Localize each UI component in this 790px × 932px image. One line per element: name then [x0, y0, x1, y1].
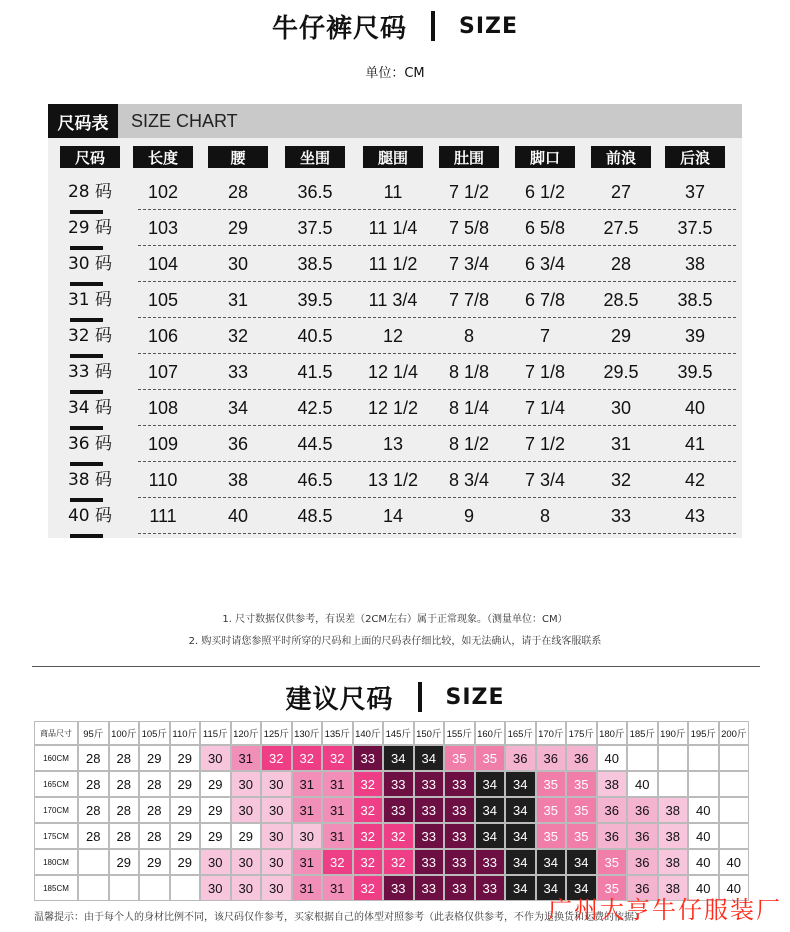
- size-cell: 106: [147, 326, 179, 346]
- note-1: 1. 尺寸数据仅供参考，有误差（2CM左右）属于正常现象。（测量单位：CM）: [222, 614, 568, 625]
- size-cell: 40: [227, 506, 249, 526]
- size-cell: [109, 875, 140, 901]
- size-cell: 30: [231, 797, 262, 823]
- size-cell: 36: [627, 875, 658, 901]
- size-cell: 43: [684, 506, 706, 526]
- size-cell: 34: [505, 875, 536, 901]
- weight-header: 110斤: [170, 721, 201, 745]
- size-cell: 34: [505, 823, 536, 849]
- size-cell: 31: [610, 434, 632, 454]
- size-cell: 28: [227, 182, 249, 202]
- size-cell: 38: [658, 823, 689, 849]
- height-label: 160CM: [34, 745, 78, 771]
- size-cell: 27: [610, 182, 632, 202]
- size-cell: 32: [261, 745, 292, 771]
- size-cell: 35: [475, 745, 506, 771]
- size-cell: 34: [536, 875, 567, 901]
- size-cell: 32: [353, 771, 384, 797]
- size-cell: 30: [261, 849, 292, 875]
- size-cell: 36: [227, 434, 249, 454]
- size-chart-column-headers: [48, 146, 742, 168]
- size-cell: 7 3/4: [524, 470, 566, 490]
- size-cell: 32: [292, 745, 323, 771]
- size-cell: 42.5: [297, 398, 333, 418]
- size-cell: 7: [539, 326, 550, 346]
- column-header-1: 长度: [133, 146, 193, 168]
- title-divider: [431, 11, 435, 41]
- recommend-title-en: SIZE: [445, 684, 505, 710]
- size-label: 36 码: [67, 434, 113, 454]
- size-cell: 7 1/2: [524, 434, 566, 454]
- size-row: [48, 462, 742, 498]
- size-row: [48, 210, 742, 246]
- weight-header: 160斤: [475, 721, 506, 745]
- size-cell: 14: [382, 506, 404, 526]
- size-cell: 46.5: [297, 470, 333, 490]
- size-cell: 29.5: [603, 362, 639, 382]
- size-cell: [78, 849, 109, 875]
- weight-header: 95斤: [78, 721, 109, 745]
- size-cell: 30: [231, 771, 262, 797]
- size-cell: 35: [536, 823, 567, 849]
- size-cell: 30: [261, 875, 292, 901]
- size-cell: 34: [475, 797, 506, 823]
- weight-header: 165斤: [505, 721, 536, 745]
- size-cell: 29: [139, 745, 170, 771]
- size-cell: 40: [684, 398, 706, 418]
- weight-header: 145斤: [383, 721, 414, 745]
- height-label: 175CM: [34, 823, 78, 849]
- size-cell: 13 1/2: [367, 470, 419, 490]
- size-cell: 33: [610, 506, 632, 526]
- title-zh: 牛仔裤尺码: [271, 13, 407, 44]
- size-cell: 33: [383, 797, 414, 823]
- size-cell: 36: [566, 745, 597, 771]
- height-label: 170CM: [34, 797, 78, 823]
- size-cell: 6 7/8: [524, 290, 566, 310]
- size-cell: 29: [109, 849, 140, 875]
- size-cell: 41: [684, 434, 706, 454]
- size-cell: 7 1/8: [524, 362, 566, 382]
- size-cell: 9: [463, 506, 474, 526]
- size-cell: 12 1/4: [367, 362, 419, 382]
- size-cell: 38.5: [297, 254, 333, 274]
- size-cell: 28: [139, 823, 170, 849]
- size-cell: 40: [688, 849, 719, 875]
- size-cell: 28: [78, 745, 109, 771]
- size-cell: 29: [227, 218, 249, 238]
- size-cell: [658, 745, 689, 771]
- size-cell: 29: [200, 823, 231, 849]
- size-cell: 32: [353, 849, 384, 875]
- weight-header: 155斤: [444, 721, 475, 745]
- size-cell: 28: [139, 797, 170, 823]
- size-cell: 8 1/4: [448, 398, 490, 418]
- size-label: 29 码: [67, 218, 113, 238]
- weight-header: 195斤: [688, 721, 719, 745]
- size-cell: 7 7/8: [448, 290, 490, 310]
- size-cell: 33: [414, 875, 445, 901]
- size-cell: 31: [292, 849, 323, 875]
- brand-watermark: 广州大亨牛仔服装厂: [548, 896, 782, 924]
- size-cell: 31: [227, 290, 249, 310]
- weight-header: 135斤: [322, 721, 353, 745]
- size-cell: 30: [231, 875, 262, 901]
- size-cell: 30: [231, 849, 262, 875]
- size-cell: 38: [658, 849, 689, 875]
- recommend-title: [0, 677, 790, 717]
- size-cell: 38: [684, 254, 706, 274]
- size-cell: 28: [78, 771, 109, 797]
- size-cell: 111: [149, 506, 177, 526]
- weight-header: 180斤: [597, 721, 628, 745]
- column-header-6: 脚口: [515, 146, 575, 168]
- size-cell: 28: [109, 745, 140, 771]
- size-cell: 34: [414, 745, 445, 771]
- size-cell: 8 1/8: [448, 362, 490, 382]
- size-cell: 32: [353, 875, 384, 901]
- size-cell: [719, 823, 750, 849]
- size-cell: [139, 875, 170, 901]
- size-row: [48, 390, 742, 426]
- size-cell: 40: [719, 875, 750, 901]
- size-row: [48, 246, 742, 282]
- size-cell: 30: [200, 849, 231, 875]
- size-cell: [627, 745, 658, 771]
- column-header-2: 腰: [208, 146, 268, 168]
- size-cell: 109: [147, 434, 179, 454]
- size-cell: 32: [610, 470, 632, 490]
- size-cell: 12 1/2: [367, 398, 419, 418]
- size-cell: 39.5: [297, 290, 333, 310]
- size-cell: 39: [684, 326, 706, 346]
- size-cell: 28: [78, 797, 109, 823]
- size-chart-header: [48, 104, 742, 138]
- size-cell: 31: [322, 823, 353, 849]
- corner-label: 商品尺寸: [34, 721, 78, 745]
- weight-header: 100斤: [109, 721, 140, 745]
- size-cell: 35: [566, 823, 597, 849]
- size-cell: 38: [658, 797, 689, 823]
- weight-header: 185斤: [627, 721, 658, 745]
- size-cell: 33: [444, 875, 475, 901]
- size-cell: 32: [322, 849, 353, 875]
- size-cell: 35: [536, 797, 567, 823]
- size-cell: 33: [414, 771, 445, 797]
- size-row: [48, 354, 742, 390]
- weight-header: 130斤: [292, 721, 323, 745]
- size-cell: 36: [597, 823, 628, 849]
- size-label: 31 码: [67, 290, 113, 310]
- recommend-table: [34, 721, 752, 903]
- size-cell: 39.5: [677, 362, 713, 382]
- size-cell: 48.5: [297, 506, 333, 526]
- size-cell: 34: [475, 823, 506, 849]
- size-cell: 28: [109, 797, 140, 823]
- size-cell: 27.5: [603, 218, 639, 238]
- column-header-3: 坐围: [285, 146, 345, 168]
- size-cell: [688, 745, 719, 771]
- size-cell: 6 1/2: [524, 182, 566, 202]
- size-cell: 30: [200, 745, 231, 771]
- size-cell: 40: [597, 745, 628, 771]
- size-row: [48, 318, 742, 354]
- size-cell: 33: [383, 875, 414, 901]
- size-cell: 40.5: [297, 326, 333, 346]
- size-cell: 33: [414, 849, 445, 875]
- size-cell: 34: [566, 849, 597, 875]
- recommend-footer: 温馨提示：由于每个人的身材比例不同，该尺码仅作参考，买家根据自己的体型对照参考（此表格仅供参考，不作为退换货和运费的依据）: [34, 912, 644, 923]
- size-cell: 33: [227, 362, 249, 382]
- size-cell: 33: [444, 823, 475, 849]
- weight-header: 190斤: [658, 721, 689, 745]
- size-cell: 29: [170, 745, 201, 771]
- size-cell: 31: [231, 745, 262, 771]
- size-cell: 30: [261, 823, 292, 849]
- size-cell: 36: [505, 745, 536, 771]
- size-cell: 29: [170, 797, 201, 823]
- size-cell: 28: [109, 823, 140, 849]
- size-cell: [78, 875, 109, 901]
- size-cell: 11 3/4: [368, 290, 418, 310]
- size-cell: 31: [322, 875, 353, 901]
- size-cell: 11 1/4: [368, 218, 418, 238]
- size-cell: 8: [539, 506, 550, 526]
- size-cell: 6 3/4: [524, 254, 566, 274]
- size-cell: 104: [147, 254, 179, 274]
- size-cell: 13: [382, 434, 404, 454]
- size-chart-title: SIZE CHART: [131, 111, 238, 131]
- size-cell: 33: [444, 797, 475, 823]
- note-2: 2. 购买时请您参照平时所穿的尺码和上面的尺码表仔细比较，如无法确认，请于在线客服联系: [188, 636, 602, 647]
- size-cell: 35: [444, 745, 475, 771]
- size-cell: 29: [200, 771, 231, 797]
- size-cell: 28: [139, 771, 170, 797]
- size-cell: 30: [200, 875, 231, 901]
- size-cell: 42: [684, 470, 706, 490]
- height-label: 180CM: [34, 849, 78, 875]
- size-label: 32 码: [67, 326, 113, 346]
- size-cell: 33: [475, 849, 506, 875]
- size-row: [48, 498, 742, 534]
- size-label: 34 码: [67, 398, 113, 418]
- column-header-0: 尺码: [60, 146, 120, 168]
- size-cell: 36: [597, 797, 628, 823]
- size-cell: 33: [414, 797, 445, 823]
- size-cell: 28: [610, 254, 632, 274]
- weight-header: 150斤: [414, 721, 445, 745]
- size-cell: 32: [353, 823, 384, 849]
- size-cell: 105: [147, 290, 179, 310]
- size-cell: 29: [170, 771, 201, 797]
- size-cell: [719, 745, 750, 771]
- size-cell: 30: [610, 398, 632, 418]
- size-cell: 7 1/4: [524, 398, 566, 418]
- size-cell: 30: [261, 771, 292, 797]
- size-cell: 36: [536, 745, 567, 771]
- size-cell: 107: [147, 362, 179, 382]
- size-cell: 38: [597, 771, 628, 797]
- size-cell: 34: [566, 875, 597, 901]
- size-cell: [170, 875, 201, 901]
- size-cell: 29: [200, 797, 231, 823]
- weight-header: 120斤: [231, 721, 262, 745]
- size-cell: [719, 771, 750, 797]
- size-cell: 7 3/4: [448, 254, 490, 274]
- size-cell: 29: [170, 849, 201, 875]
- size-chart: [48, 104, 742, 538]
- size-cell: 28.5: [603, 290, 639, 310]
- size-cell: 8: [463, 326, 474, 346]
- size-cell: 33: [444, 849, 475, 875]
- size-underline: [70, 534, 103, 538]
- recommend-title-divider: [418, 682, 422, 712]
- size-cell: [719, 797, 750, 823]
- column-header-4: 腿围: [363, 146, 423, 168]
- size-cell: 29: [610, 326, 632, 346]
- weight-header: 115斤: [200, 721, 231, 745]
- size-cell: 33: [383, 771, 414, 797]
- weight-header: 175斤: [566, 721, 597, 745]
- size-cell: 36: [627, 823, 658, 849]
- section-divider: [32, 666, 760, 667]
- column-header-8: 后浪: [665, 146, 725, 168]
- size-cell: 40: [688, 797, 719, 823]
- weight-header: 140斤: [353, 721, 384, 745]
- size-cell: 34: [505, 771, 536, 797]
- size-cell: 103: [147, 218, 179, 238]
- size-cell: 31: [322, 771, 353, 797]
- size-cell: 31: [322, 797, 353, 823]
- size-label: 38 码: [67, 470, 113, 490]
- size-label: 28 码: [67, 182, 113, 202]
- size-cell: 7 5/8: [448, 218, 490, 238]
- weight-header: 125斤: [261, 721, 292, 745]
- size-cell: 29: [231, 823, 262, 849]
- size-cell: 40: [688, 875, 719, 901]
- size-cell: 30: [292, 823, 323, 849]
- weight-header: 200斤: [719, 721, 750, 745]
- size-cell: 40: [688, 823, 719, 849]
- size-cell: 35: [597, 849, 628, 875]
- size-cell: 30: [227, 254, 249, 274]
- size-cell: 28: [109, 771, 140, 797]
- size-cell: 8 1/2: [448, 434, 490, 454]
- size-cell: 29: [139, 849, 170, 875]
- column-header-7: 前浪: [591, 146, 651, 168]
- size-cell: 44.5: [297, 434, 333, 454]
- recommend-title-zh: 建议尺码: [285, 684, 394, 715]
- size-cell: 33: [444, 771, 475, 797]
- size-cell: 34: [536, 849, 567, 875]
- weight-header: 170斤: [536, 721, 567, 745]
- size-cell: 12: [382, 326, 404, 346]
- size-label: 33 码: [67, 362, 113, 382]
- size-cell: 102: [147, 182, 179, 202]
- size-cell: 37.5: [677, 218, 713, 238]
- size-cell: [688, 771, 719, 797]
- size-cell: 32: [383, 849, 414, 875]
- size-row: [48, 426, 742, 462]
- title-en: SIZE: [459, 13, 519, 39]
- size-cell: 32: [353, 797, 384, 823]
- size-cell: 41.5: [297, 362, 333, 382]
- unit-label: 单位：CM: [365, 66, 425, 81]
- size-cell: 32: [383, 823, 414, 849]
- column-header-5: 肚围: [439, 146, 499, 168]
- size-row: [48, 174, 742, 210]
- size-cell: 30: [261, 797, 292, 823]
- size-cell: 7 1/2: [448, 182, 490, 202]
- size-cell: 33: [414, 823, 445, 849]
- notes: [0, 610, 790, 654]
- size-cell: 35: [536, 771, 567, 797]
- size-label: 30 码: [67, 254, 113, 274]
- size-cell: 38: [658, 875, 689, 901]
- size-cell: 11 1/2: [368, 254, 418, 274]
- size-cell: 35: [597, 875, 628, 901]
- size-cell: 32: [227, 326, 249, 346]
- size-cell: 28: [78, 823, 109, 849]
- size-cell: 110: [148, 470, 178, 490]
- size-cell: 34: [505, 849, 536, 875]
- size-cell: [658, 771, 689, 797]
- size-cell: 35: [566, 797, 597, 823]
- size-cell: 34: [505, 797, 536, 823]
- size-cell: 33: [475, 875, 506, 901]
- size-cell: 6 5/8: [524, 218, 566, 238]
- size-cell: 8 3/4: [448, 470, 490, 490]
- size-cell: 31: [292, 771, 323, 797]
- size-cell: 11: [383, 182, 403, 202]
- size-chart-tag: 尺码表: [48, 104, 118, 138]
- size-cell: 35: [566, 771, 597, 797]
- size-cell: 40: [627, 771, 658, 797]
- size-cell: 37.5: [297, 218, 333, 238]
- size-cell: 108: [147, 398, 179, 418]
- size-cell: 34: [227, 398, 249, 418]
- size-cell: 32: [322, 745, 353, 771]
- weight-header: 105斤: [139, 721, 170, 745]
- page-title: [0, 6, 790, 46]
- size-cell: 33: [353, 745, 384, 771]
- size-cell: 31: [292, 875, 323, 901]
- size-cell: 36: [627, 849, 658, 875]
- size-cell: 34: [475, 771, 506, 797]
- size-cell: 31: [292, 797, 323, 823]
- size-cell: 37: [684, 182, 706, 202]
- size-cell: 34: [383, 745, 414, 771]
- size-row: [48, 282, 742, 318]
- size-cell: 36.5: [297, 182, 333, 202]
- size-cell: 36: [627, 797, 658, 823]
- size-cell: 38: [227, 470, 249, 490]
- height-label: 165CM: [34, 771, 78, 797]
- size-cell: 29: [170, 823, 201, 849]
- height-label: 185CM: [34, 875, 78, 901]
- size-cell: 40: [719, 849, 750, 875]
- size-label: 40 码: [67, 506, 113, 526]
- size-cell: 38.5: [677, 290, 713, 310]
